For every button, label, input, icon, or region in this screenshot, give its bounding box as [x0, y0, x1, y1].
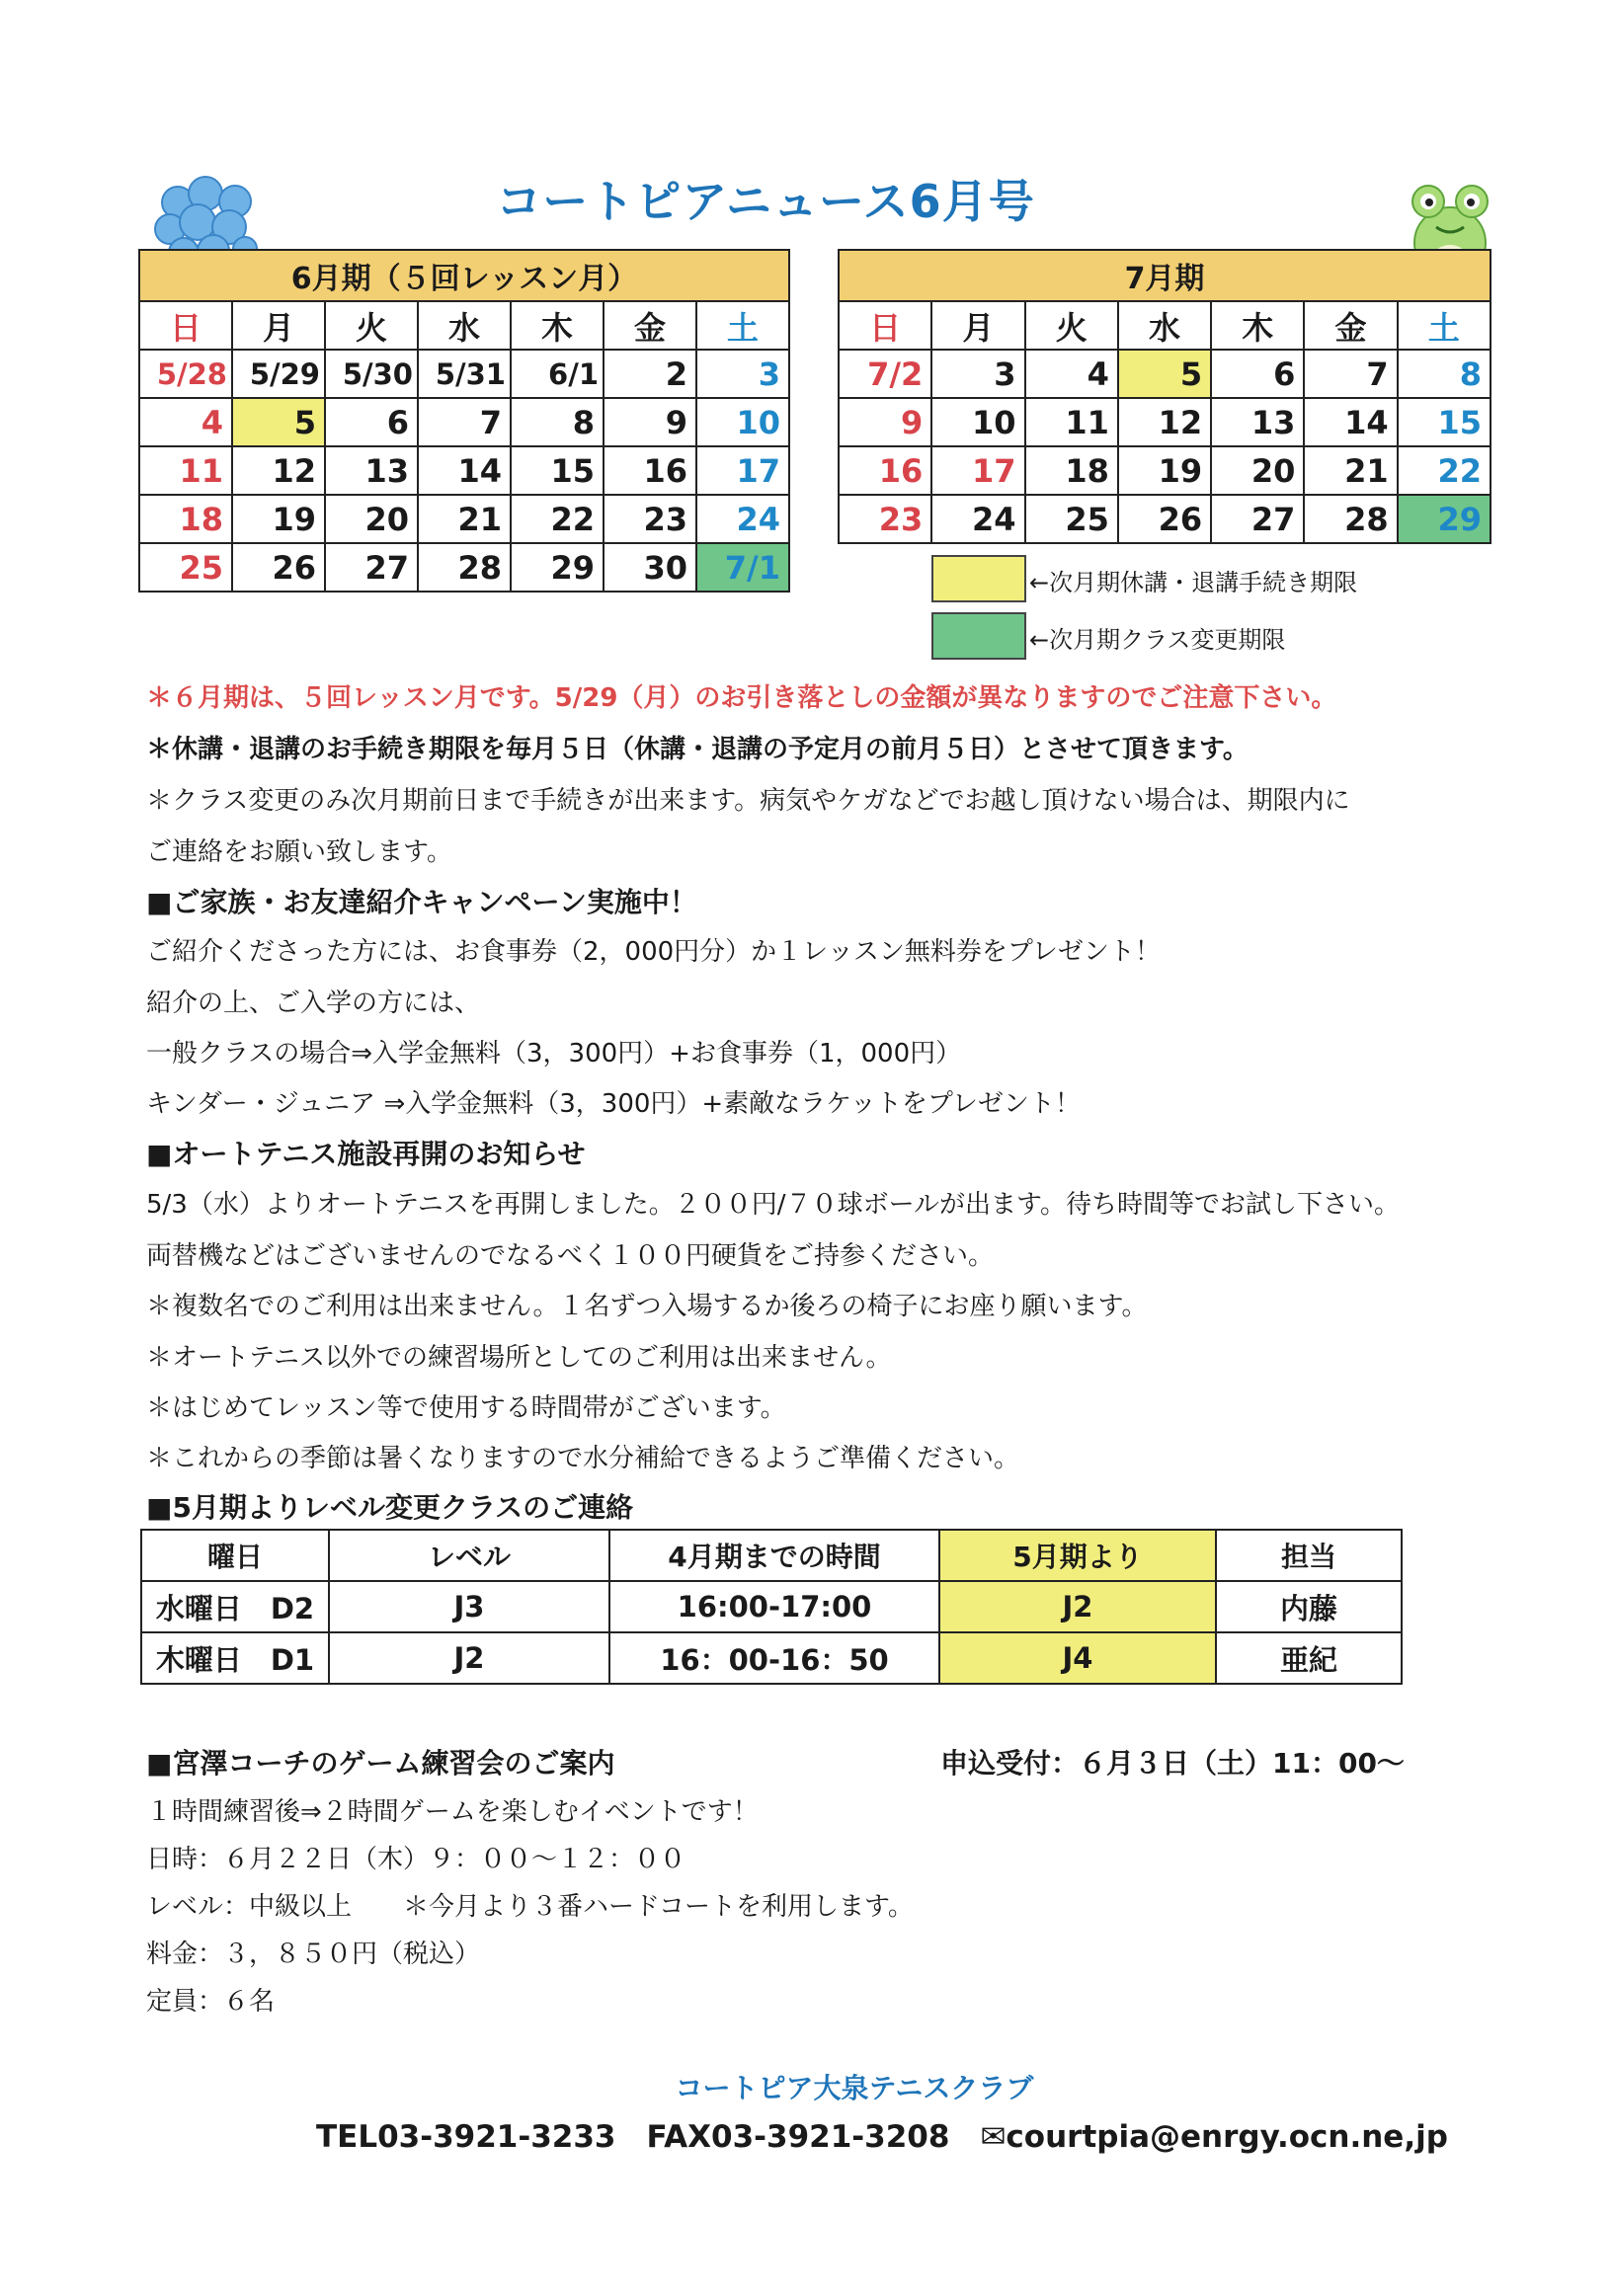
- day-cell: 24: [696, 495, 789, 543]
- game-event-line: 定員：６名: [146, 1987, 276, 2017]
- legend-green-swatch: [931, 612, 1026, 660]
- weekday-wed: 水: [1118, 301, 1211, 350]
- day-cell: 28: [1304, 495, 1397, 543]
- weekday-thu: 木: [1211, 301, 1304, 350]
- table-row: [141, 1632, 1402, 1684]
- level-change-heading: ■5月期よりレベル変更クラスのご連絡: [146, 1491, 634, 1524]
- campaign-line: ご紹介くださった方には、お食事券（2，000円分）か１レッスン無料券をプレゼント！: [146, 937, 1161, 967]
- day-cell: 3: [931, 350, 1024, 398]
- day-cell: 26: [1118, 495, 1211, 543]
- campaign-heading: ■ご家族・お友達紹介キャンペーン実施中！: [146, 886, 697, 918]
- contact-info: TEL03-3921-3233 FAX03-3921-3208 ✉courtpia@enrgy.ocn.ne,jp: [316, 2119, 1448, 2155]
- table-cell: J2: [939, 1581, 1216, 1632]
- table-cell: J3: [329, 1581, 609, 1632]
- weekday-thu: 木: [511, 301, 604, 350]
- day-cell: 5/29: [232, 350, 325, 398]
- table-cell: J2: [329, 1632, 609, 1684]
- day-cell: 7/2: [839, 350, 931, 398]
- day-cell: 20: [1211, 446, 1304, 495]
- day-cell-deadline: 5: [232, 398, 325, 446]
- day-cell: 4: [139, 398, 232, 446]
- day-cell: 15: [511, 446, 604, 495]
- day-cell: 13: [325, 446, 418, 495]
- day-cell: 7: [1304, 350, 1397, 398]
- weekday-fri: 金: [1304, 301, 1397, 350]
- table-cell: 16：00-16：50: [609, 1632, 939, 1684]
- day-cell: 5/28: [139, 350, 232, 398]
- day-cell: 9: [604, 398, 696, 446]
- table-cell: 内藤: [1216, 1581, 1402, 1632]
- day-cell-class-change-deadline: 7/1: [696, 543, 789, 592]
- game-event-heading: ■宮澤コーチのゲーム練習会のご案内: [146, 1747, 615, 1780]
- day-cell: 5/30: [325, 350, 418, 398]
- day-cell: 29: [511, 543, 604, 592]
- auto-tennis-line: ＊オートテニス以外での練習場所としてのご利用は出来ません。: [146, 1343, 892, 1373]
- campaign-line: キンダー・ジュニア ⇒入学金無料（3，300円）+素敵なラケットをプレゼント！: [146, 1089, 1081, 1119]
- auto-tennis-line: ＊複数名でのご利用は出来ません。１名ずつ入場するか後ろの椅子にお座り願います。: [146, 1292, 1148, 1321]
- day-cell: 6/1: [511, 350, 604, 398]
- day-cell: 23: [839, 495, 931, 543]
- day-cell: 6: [325, 398, 418, 446]
- day-cell: 17: [696, 446, 789, 495]
- level-change-table: [140, 1529, 1403, 1685]
- day-cell: 11: [1025, 398, 1118, 446]
- weekday-mon: 月: [232, 301, 325, 350]
- game-event-line: レベル：中級以上 ＊今月より３番ハードコートを利用します。: [146, 1892, 914, 1922]
- column-header: 5月期より: [939, 1530, 1216, 1581]
- campaign-line: 紹介の上、ご入学の方には、: [146, 989, 481, 1018]
- campaign-line: 一般クラスの場合⇒入学金無料（3，300円）+お食事券（1，000円）: [146, 1039, 962, 1069]
- weekday-fri: 金: [604, 301, 696, 350]
- day-cell-class-change-deadline: 29: [1398, 495, 1491, 543]
- day-cell: 20: [325, 495, 418, 543]
- day-cell: 12: [1118, 398, 1211, 446]
- day-cell: 27: [325, 543, 418, 592]
- class-change-note-cont: ご連絡をお願い致します。: [146, 837, 452, 867]
- weekday-sat: 土: [1398, 301, 1491, 350]
- column-header: 担当: [1216, 1530, 1402, 1581]
- day-cell: 9: [839, 398, 931, 446]
- day-cell: 23: [604, 495, 696, 543]
- day-cell: 25: [139, 543, 232, 592]
- day-cell: 18: [139, 495, 232, 543]
- day-cell: 5/31: [418, 350, 511, 398]
- day-cell-holiday: 17: [931, 446, 1024, 495]
- auto-tennis-line: 両替機などはございませんのでなるべく１００円硬貨をご持参ください。: [146, 1241, 995, 1271]
- table-cell: 木曜日 D1: [141, 1632, 329, 1684]
- weekday-sat: 土: [696, 301, 789, 350]
- deadline-notice: ＊休講・退講のお手続き期限を毎月５日（休講・退講の予定月の前月５日）とさせて頂きます。: [146, 735, 1249, 764]
- game-event-line: １時間練習後⇒２時間ゲームを楽しむイベントです！: [146, 1797, 759, 1827]
- june-calendar-header: 6月期（５回レッスン月）: [139, 250, 789, 301]
- day-cell: 27: [1211, 495, 1304, 543]
- day-cell: 2: [604, 350, 696, 398]
- legend-green-label: ←次月期クラス変更期限: [1029, 626, 1286, 654]
- game-event-line: 日時：６月２２日（木）９：００～１２：００: [146, 1845, 686, 1874]
- day-cell: 21: [418, 495, 511, 543]
- day-cell: 7: [418, 398, 511, 446]
- column-header: 曜日: [141, 1530, 329, 1581]
- day-cell: 24: [931, 495, 1024, 543]
- day-cell: 16: [604, 446, 696, 495]
- table-cell: 亜紀: [1216, 1632, 1402, 1684]
- weekday-sun: 日: [139, 301, 232, 350]
- day-cell: 3: [696, 350, 789, 398]
- weekday-mon: 月: [931, 301, 1024, 350]
- day-cell: 19: [232, 495, 325, 543]
- july-calendar: [838, 249, 1491, 544]
- table-cell: 水曜日 D2: [141, 1581, 329, 1632]
- july-calendar-header: 7月期: [839, 250, 1491, 301]
- day-cell: 4: [1025, 350, 1118, 398]
- auto-tennis-line: ＊これからの季節は暑くなりますので水分補給できるようご準備ください。: [146, 1444, 1020, 1473]
- class-change-note: ＊クラス変更のみ次月期前日まで手続きが出来ます。病気やケガなどでお越し頂けない場合は、期限内に: [146, 786, 1350, 816]
- application-date: 申込受付：６月３日（土）11：00～: [940, 1747, 1405, 1780]
- day-cell: 22: [1398, 446, 1491, 495]
- day-cell: 30: [604, 543, 696, 592]
- day-cell: 26: [232, 543, 325, 592]
- weekday-sun: 日: [839, 301, 931, 350]
- game-event-line: 料金：３，８５０円（税込）: [146, 1940, 481, 1969]
- day-cell: 10: [696, 398, 789, 446]
- column-header: 4月期までの時間: [609, 1530, 939, 1581]
- auto-tennis-line: ＊はじめてレッスン等で使用する時間帯がございます。: [146, 1393, 786, 1423]
- weekday-tue: 火: [1025, 301, 1118, 350]
- day-cell: 13: [1211, 398, 1304, 446]
- day-cell: 10: [931, 398, 1024, 446]
- day-cell: 16: [839, 446, 931, 495]
- day-cell: 25: [1025, 495, 1118, 543]
- weekday-wed: 水: [418, 301, 511, 350]
- day-cell: 8: [511, 398, 604, 446]
- june-calendar: [138, 249, 790, 593]
- club-name: コートピア大泉テニスクラブ: [675, 2072, 1034, 2104]
- auto-tennis-line: 5/3（水）よりオートテニスを再開しました。２００円/７０球ボールが出ます。待ち時間等でお試し下さい。: [146, 1190, 1400, 1220]
- table-cell: 16:00-17:00: [609, 1581, 939, 1632]
- day-cell: 6: [1211, 350, 1304, 398]
- table-row: [141, 1581, 1402, 1632]
- day-cell: 14: [418, 446, 511, 495]
- day-cell: 19: [1118, 446, 1211, 495]
- page-title: コートピアニュース6月号: [496, 175, 1035, 228]
- day-cell: 18: [1025, 446, 1118, 495]
- day-cell: 15: [1398, 398, 1491, 446]
- day-cell: 12: [232, 446, 325, 495]
- day-cell: 14: [1304, 398, 1397, 446]
- weekday-tue: 火: [325, 301, 418, 350]
- day-cell: 11: [139, 446, 232, 495]
- day-cell-deadline: 5: [1118, 350, 1211, 398]
- legend-yellow-swatch: [931, 555, 1026, 602]
- table-cell: J4: [939, 1632, 1216, 1684]
- column-header: レベル: [329, 1530, 609, 1581]
- legend-yellow-label: ←次月期休講・退講手続き期限: [1029, 569, 1358, 596]
- day-cell: 21: [1304, 446, 1397, 495]
- day-cell: 8: [1398, 350, 1491, 398]
- five-lesson-notice: ＊６月期は、５回レッスン月です。5/29（月）のお引き落としの金額が異なりますのでご注意下さい。: [146, 683, 1337, 713]
- day-cell: 28: [418, 543, 511, 592]
- day-cell: 22: [511, 495, 604, 543]
- auto-tennis-heading: ■オートテニス施設再開のお知らせ: [146, 1138, 586, 1170]
